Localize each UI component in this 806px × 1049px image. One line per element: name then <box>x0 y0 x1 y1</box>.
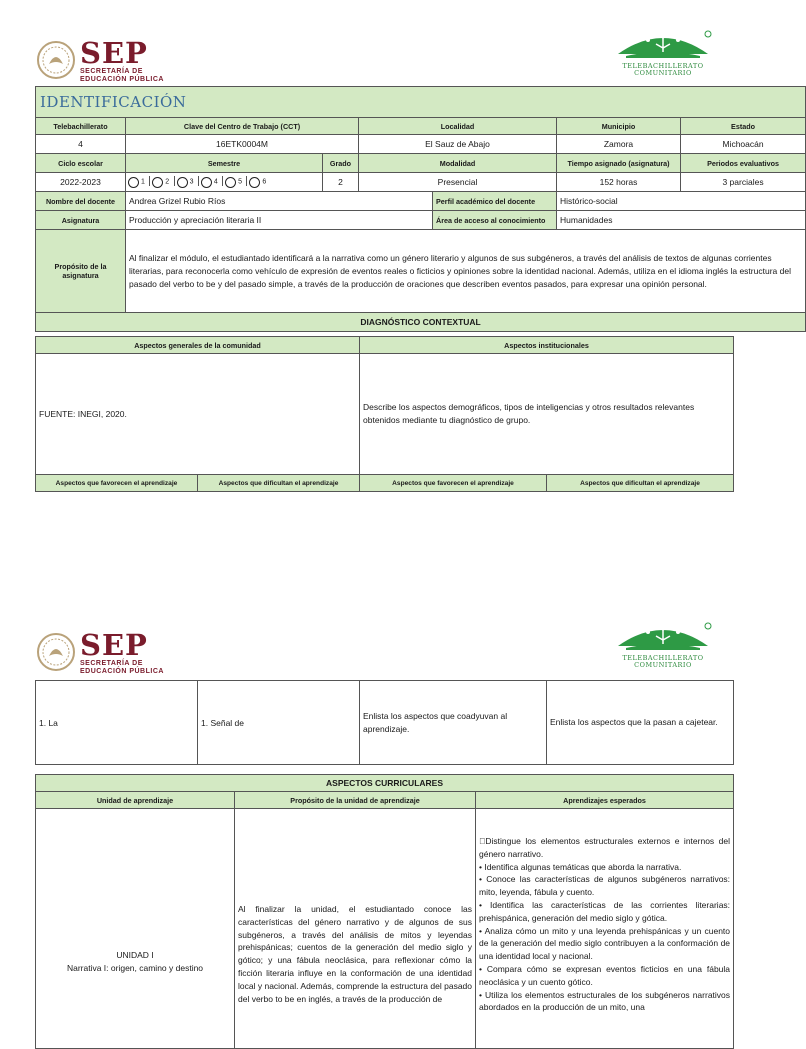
semestre-option-1[interactable]: 1 <box>128 176 145 186</box>
sep-subtitle-1: SECRETARÍA DE <box>80 68 143 75</box>
value-municipio: Zamora <box>557 135 681 154</box>
aprendizaje-item: • Conoce las características de algunos subgéneros narrativos: mito, leyenda, fábula y cuento. <box>479 874 731 898</box>
label-proposito-asignatura: Propósito de la asignatura <box>36 230 126 313</box>
header-estado: Estado <box>681 118 806 135</box>
header-cct: Clave del Centro de Trabajo (CCT) <box>126 118 359 135</box>
diagnostico-col-comunidad: Aspectos generales de la comunidad <box>36 337 360 354</box>
semestre-option-4[interactable]: 4 <box>201 176 218 186</box>
header-localidad: Localidad <box>359 118 557 135</box>
tele-name-line1: TELEBACHILLERATO <box>622 62 704 70</box>
semestre-option-2[interactable]: 2 <box>152 176 169 186</box>
col-unidad: Unidad de aprendizaje <box>36 792 235 809</box>
radio-icon[interactable] <box>225 177 236 188</box>
col-aprendizajes: Aprendizajes esperados <box>476 792 734 809</box>
sep-title: SEP <box>80 36 148 70</box>
tele-name-line2: COMUNITARIO <box>634 661 692 669</box>
semestre-option-3[interactable]: 3 <box>177 176 194 186</box>
sep-title: SEP <box>80 628 148 662</box>
label-asignatura: Asignatura <box>36 211 126 230</box>
aprendizaje-item: • Identifica las características de las corrientes literarias: prehispánica, generación del medio siglo y gótica. <box>479 899 731 923</box>
header-telebachillerato: Telebachillerato <box>36 118 126 135</box>
value-modalidad: Presencial <box>359 173 557 192</box>
radio-icon[interactable] <box>201 177 212 188</box>
radio-icon[interactable] <box>177 177 188 188</box>
diagnostico-comunidad-text: FUENTE: INEGI, 2020. <box>36 354 360 475</box>
aspectos-continuation-table <box>35 680 734 765</box>
semestre-radios <box>126 173 323 192</box>
value-tiempo: 152 horas <box>557 173 681 192</box>
aprendizaje-item: • Identifica algunas temáticas que aborda la narrativa. <box>479 861 682 872</box>
tele-name-line1: TELEBACHILLERATO <box>622 654 704 662</box>
radio-icon[interactable] <box>152 177 163 188</box>
diagnostico-table <box>35 336 734 492</box>
section-title-diagnostico: DIAGNÓSTICO CONTEXTUAL <box>36 313 806 332</box>
col-proposito-unidad: Propósito de la unidad de aprendizaje <box>235 792 476 809</box>
value-docente: Andrea Grizel Rubio Ríos <box>126 192 433 211</box>
telebachillerato-logo-page2 <box>608 618 718 668</box>
dificultan-institucional-cell[interactable]: Enlista los aspectos que la pasan a cajetear. <box>547 681 734 765</box>
sep-subtitle-1: SECRETARÍA DE <box>80 660 143 667</box>
header-tiempo: Tiempo asignado (asignatura) <box>557 154 681 173</box>
header-municipio: Municipio <box>557 118 681 135</box>
header-grado: Grado <box>323 154 359 173</box>
proposito-unidad-text: Al finalizar la unidad, el estudiantado conoce las características del género narrativo y de algunos de sus subgéneros, a través del análisis de mitos y leyendas prehispánicas; cuentos de la generación del medio siglo y gótico; y una fábula neoclásica, para reflexionar cómo la ficción literaria influye en la conformación de una identidad local y nacional. Además, comprende la estructura del pasado del verbo to be en inglés, a través de la producción de <box>235 809 476 1049</box>
dificultan-comunidad-cell[interactable]: 1. Señal de <box>198 681 360 765</box>
curriculares-table <box>35 774 734 1049</box>
value-localidad: El Sauz de Abajo <box>359 135 557 154</box>
label-perfil: Perfil académico del docente <box>433 192 557 211</box>
identificacion-table <box>35 86 806 332</box>
section-title-identificacion: IDENTIFICACIÓN <box>36 87 806 118</box>
tele-name-line2: COMUNITARIO <box>634 69 692 77</box>
value-cct: 16ETK0004M <box>126 135 359 154</box>
eagle-seal-icon <box>36 38 76 82</box>
header-modalidad: Modalidad <box>359 154 557 173</box>
unidad-number: UNIDAD I <box>116 950 154 960</box>
telebachillerato-logo <box>608 26 718 76</box>
header-ciclo: Ciclo escolar <box>36 154 126 173</box>
semestre-option-6[interactable]: 6 <box>249 176 266 186</box>
sub-favorecen-2: Aspectos que favorecen el aprendizaje <box>360 475 547 492</box>
aprendizaje-item: • Analiza cómo un mito y una leyenda prehispánicas y un cuento de la generación del medio siglo contribuyen a la conformación de una identidad local y nacional. <box>479 925 731 962</box>
value-estado: Michoacán <box>681 135 806 154</box>
tree-book-icon <box>608 618 718 650</box>
value-ciclo: 2022-2023 <box>36 173 126 192</box>
aprendizajes-list <box>476 809 734 1049</box>
header-periodos: Periodos evaluativos <box>681 154 806 173</box>
value-asignatura: Producción y apreciación literaria II <box>126 211 433 230</box>
value-periodos: 3 parciales <box>681 173 806 192</box>
sep-logo <box>36 38 164 84</box>
value-perfil: Histórico-social <box>557 192 806 211</box>
unidad-name: Narrativa I: origen, camino y destino <box>66 963 204 973</box>
value-area: Humanidades <box>557 211 806 230</box>
label-docente: Nombre del docente <box>36 192 126 211</box>
header-semestre: Semestre <box>126 154 323 173</box>
tree-book-icon <box>608 26 718 58</box>
semestre-option-5[interactable]: 5 <box>225 176 242 186</box>
aprendizaje-item: • Compara cómo se expresan eventos ficticios en una fábula neoclásica y un cuento gótico. <box>479 963 731 987</box>
favorecen-comunidad-cell[interactable]: 1. La <box>36 681 198 765</box>
value-telebachillerato: 4 <box>36 135 126 154</box>
unidad-cell <box>36 809 235 1049</box>
favorecen-institucional-cell[interactable]: Enlista los aspectos que coadyuvan al aprendizaje. <box>360 681 547 765</box>
value-proposito-asignatura: Al finalizar el módulo, el estudiantado identificará a la narrativa como un género literario y algunos de sus subgéneros, a través del análisis de textos de algunas corrientes literarias, para reconocerla como vehículo de expresión de eventos reales o ficticios y opiniones sobre la identidad nacional. Además, utiliza en el idioma inglés la estructura del pasado del verbo to be y del pasado simple, a través de la producción de oraciones que describen eventos pasados, para expresar una opinión personal. <box>126 230 806 313</box>
sub-favorecen-1: Aspectos que favorecen el aprendizaje <box>36 475 198 492</box>
section-title-curriculares: ASPECTOS CURRICULARES <box>36 775 734 792</box>
eagle-seal-icon <box>36 630 76 674</box>
sub-dificultan-1: Aspectos que dificultan el aprendizaje <box>198 475 360 492</box>
sep-subtitle-2: EDUCACIÓN PÚBLICA <box>80 668 164 675</box>
label-area: Área de acceso al conocimiento <box>433 211 557 230</box>
aprendizaje-item:  Distingue los elementos estructurales externos e internos del género narrativo. <box>479 836 731 859</box>
sub-dificultan-2: Aspectos que dificultan el aprendizaje <box>547 475 734 492</box>
diagnostico-institucional-text: Describe los aspectos demográficos, tipos de inteligencias y otros resultados relevantes obtenidos mediante tu diagnóstico de grupo. <box>360 354 734 475</box>
sep-logo-page2 <box>36 630 164 676</box>
radio-icon[interactable] <box>128 177 139 188</box>
radio-icon[interactable] <box>249 177 260 188</box>
aprendizaje-item: • Utiliza los elementos estructurales de los subgéneros narrativos abordados en la producción de un mito, una <box>479 989 731 1013</box>
sep-subtitle-2: EDUCACIÓN PÚBLICA <box>80 76 164 83</box>
diagnostico-col-institucionales: Aspectos institucionales <box>360 337 734 354</box>
value-grado: 2 <box>323 173 359 192</box>
